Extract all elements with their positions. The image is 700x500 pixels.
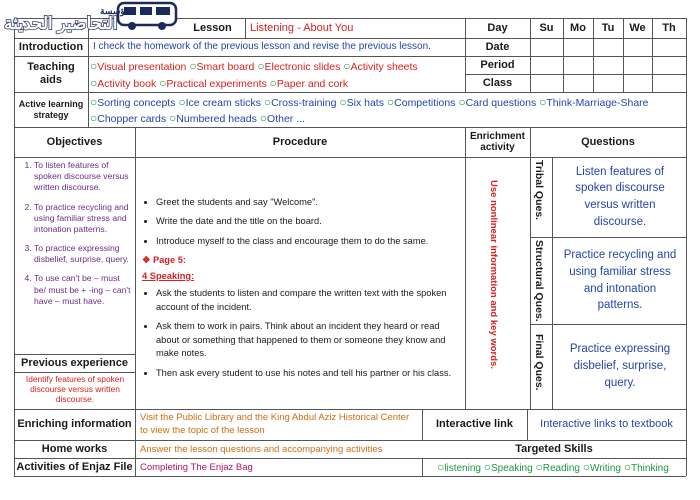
teaching-aids-label: Teaching aids [27,61,75,86]
active-learning-label: Active learning strategy [18,99,84,120]
question-text-structural: Practice recycling and using familiar stress and intonation patterns. [563,249,677,312]
date-label: Date [485,40,510,53]
period-label: Period [480,58,515,71]
objectives-header: Objectives [46,135,103,148]
day-th: Th [662,21,676,34]
enriching-information-text: Visit the Public Library and the King Abdul Aziz Historical Center to view the topic of the lesson [140,412,410,436]
section-label: 4 Speaking: [142,270,195,281]
objective-item: 2. To practice recycling and using familiar stress and intonation patterns. [34,202,132,236]
objective-item: 4. To use can't be – must be/ must be + -ing – can't have – must have. [34,273,132,307]
procedure-step: • Introduce myself to the class and encourage them to do the same. [156,235,460,248]
day-we: We [629,21,646,34]
question-label-final: Final Ques. [533,334,545,391]
procedure-header: Procedure [272,135,328,148]
question-text-tribal: Listen features of spoken discourse versus written discourse. [575,165,665,228]
previous-experience-text: Identify features of spoken discourse versus written discourse. [25,374,125,405]
question-text-final: Practice expressing disbelief, surprise, query. [569,343,671,389]
procedure-step: • Ask the students to listen and compare the written text with the spoken account of the incident. [156,287,460,314]
day-tu: Tu [601,21,615,34]
day-mo: Mo [570,21,586,34]
procedure-step: • Ask them to work in pairs. Think about an incident they heard or read about or something that happened to them or someone they know and make notes. [156,320,460,360]
day-label: Day [487,21,508,34]
targeted-skills-list: ○listening ○Speaking ○Reading ○Writing ○Thinking [437,460,669,474]
interactive-link-label: Interactive link [435,418,514,431]
question-label-structural: Structural Ques. [533,240,545,322]
teaching-aids-line1: ○Visual presentation ○Smart board ○Electronic slides ○Activity sheets [90,59,418,73]
procedure-step: • Then ask every student to use his notes and tell his partner or his class. [156,367,460,380]
logo-text: التحاضير الحديثة [4,14,118,33]
targeted-skills-label: Targeted Skills [515,442,593,455]
enrichment-text: Use nonlinear information and key words. [488,180,499,369]
previous-experience-label: Previous experience [20,356,128,369]
enrichment-header: Enrichment activity [469,130,525,153]
active-learning-line1: ○Sorting concepts ○Ice cream sticks ○Cross-training ○Six hats ○Competitions ○Card questions ○Think-Marriage-Share [90,95,649,109]
question-label-tribal: Tribal Ques. [533,160,545,221]
introduction-text: I check the homework of the previous lesson and revise the previous lesson. [93,41,431,52]
home-works-text: Answer the lesson questions and accompanying activities [140,444,383,455]
objective-item: 3. To practice expressing disbelief, surprise, query. [34,243,132,265]
enriching-information-label: Enriching information [17,418,132,431]
day-su: Su [539,21,554,34]
procedure-step: • Write the date and the title on the board. [156,215,460,228]
introduction-label: Introduction [18,40,84,53]
teaching-aids-line2: ○Activity book ○Practical experiments ○Paper and cork [90,76,349,90]
class-label: Class [482,76,513,89]
objective-item: 1. To listen features of spoken discourse versus written discourse. [34,160,132,194]
lesson-label: Lesson [193,21,232,34]
enjaz-text: Completing The Enjaz Bag [140,462,253,473]
lesson-value: Listening - About You [250,22,354,34]
interactive-link-text[interactable]: Interactive links to textbook [540,418,673,431]
enjaz-label: Activities of Enjaz File [16,460,133,473]
logo-small-text: مؤسسة [100,6,130,16]
procedure-step: • Greet the students and say "Welcome". [156,196,460,209]
objectives-list [18,160,132,315]
active-learning-line2: ○Chopper cards ○Numbered heads ○Other ... [90,111,305,125]
questions-header: Questions [581,135,635,148]
home-works-label: Home works [41,442,108,455]
procedure-body [142,196,460,386]
page-label: ❖ Page 5: [142,255,187,266]
